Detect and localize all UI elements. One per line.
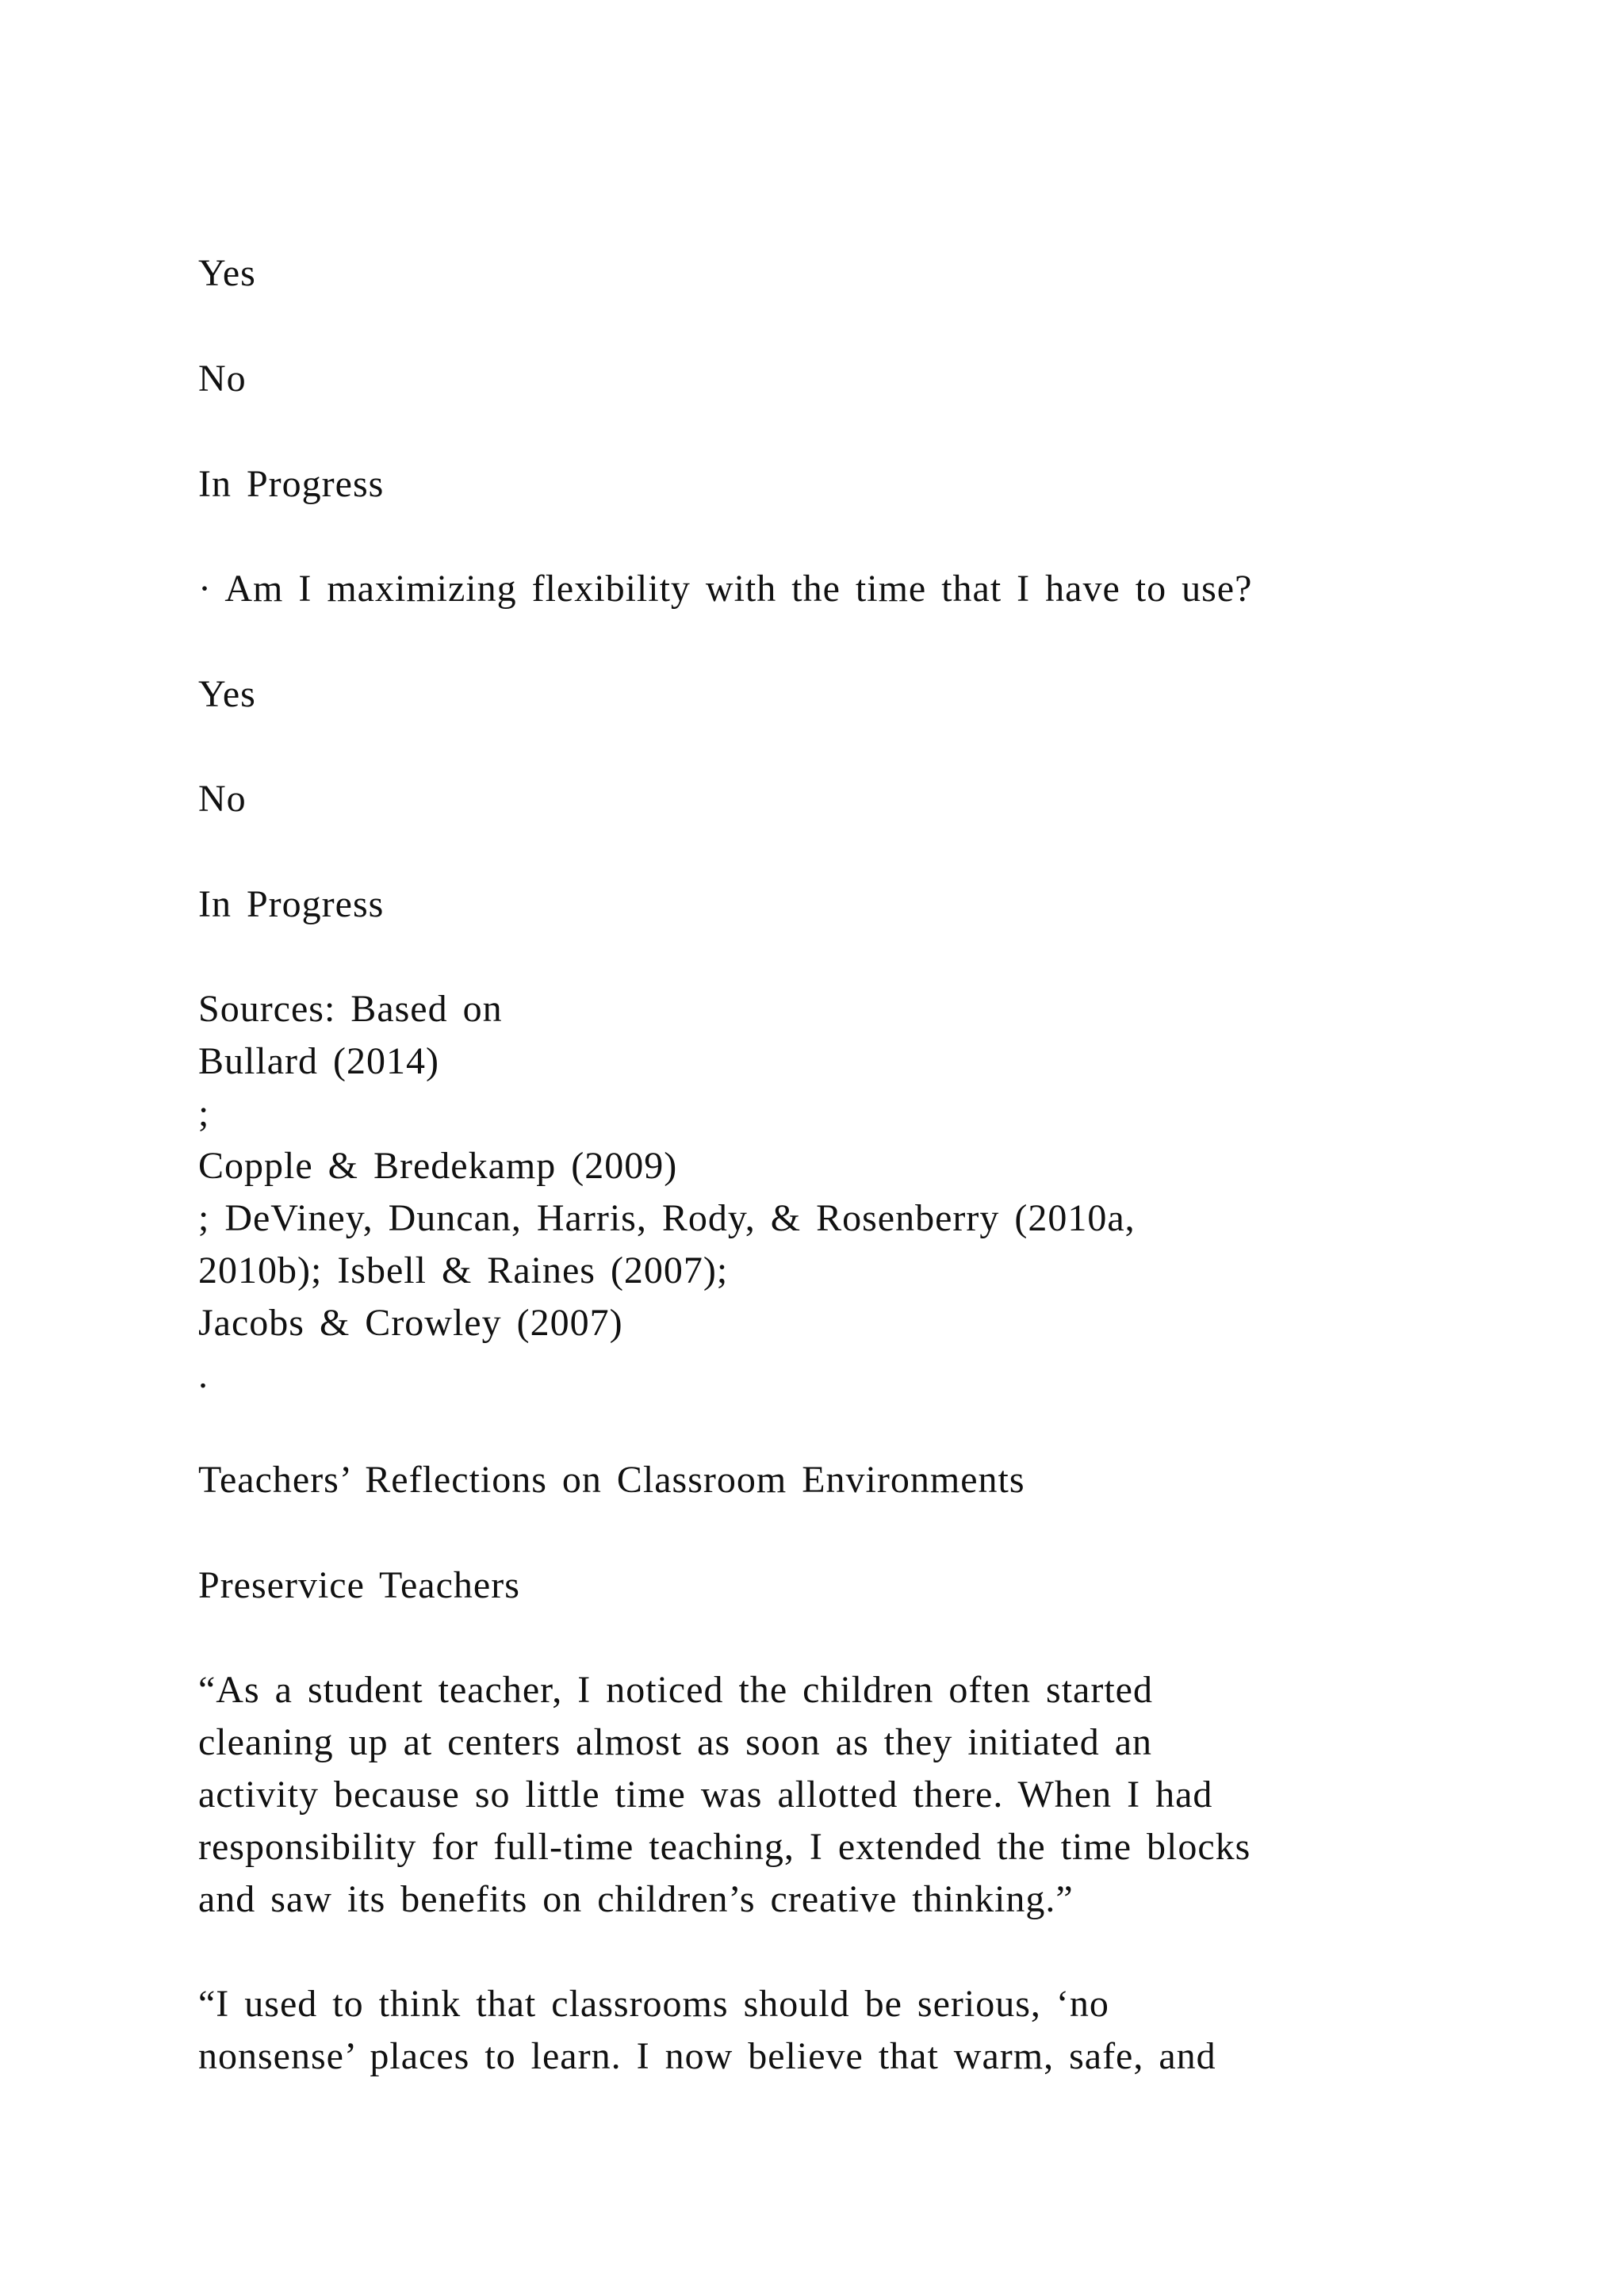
quote-line: activity because so little time was allotted there. When I had bbox=[198, 1774, 1213, 1816]
sources-line: Bullard (2014) bbox=[198, 1040, 439, 1082]
quote-line: “I used to think that classrooms should be serious, ‘no bbox=[198, 1983, 1109, 2025]
sources-line: ; DeViney, Duncan, Harris, Rody, & Rosenberry (2010a, bbox=[198, 1197, 1136, 1239]
option-in-progress: In Progress bbox=[198, 883, 385, 925]
section-heading: Teachers’ Reflections on Classroom Environments bbox=[198, 1459, 1025, 1501]
subsection-heading: Preservice Teachers bbox=[198, 1564, 520, 1606]
sources-line: . bbox=[198, 1354, 209, 1396]
sources-line: 2010b); Isbell & Raines (2007); bbox=[198, 1249, 729, 1292]
option-yes: Yes bbox=[198, 673, 256, 715]
sources-line: Jacobs & Crowley (2007) bbox=[198, 1302, 623, 1344]
quote-line: and saw its benefits on children’s creative thinking.” bbox=[198, 1878, 1074, 1920]
sources-line: Copple & Bredekamp (2009) bbox=[198, 1145, 678, 1187]
option-yes: Yes bbox=[198, 252, 256, 294]
option-in-progress: In Progress bbox=[198, 463, 385, 505]
sources-line: Sources: Based on bbox=[198, 988, 503, 1030]
option-no: No bbox=[198, 778, 247, 820]
quote-line: “As a student teacher, I noticed the children often started bbox=[198, 1669, 1153, 1711]
quote-line: cleaning up at centers almost as soon as they initiated an bbox=[198, 1721, 1153, 1763]
quote-line: responsibility for full-time teaching, I extended the time blocks bbox=[198, 1826, 1251, 1868]
question-bullet: · Am I maximizing flexibility with the time that I have to use? bbox=[198, 568, 1253, 610]
sources-line: ; bbox=[198, 1093, 210, 1135]
quote-line: nonsense’ places to learn. I now believe that warm, safe, and bbox=[198, 2035, 1216, 2077]
option-no: No bbox=[198, 358, 247, 400]
